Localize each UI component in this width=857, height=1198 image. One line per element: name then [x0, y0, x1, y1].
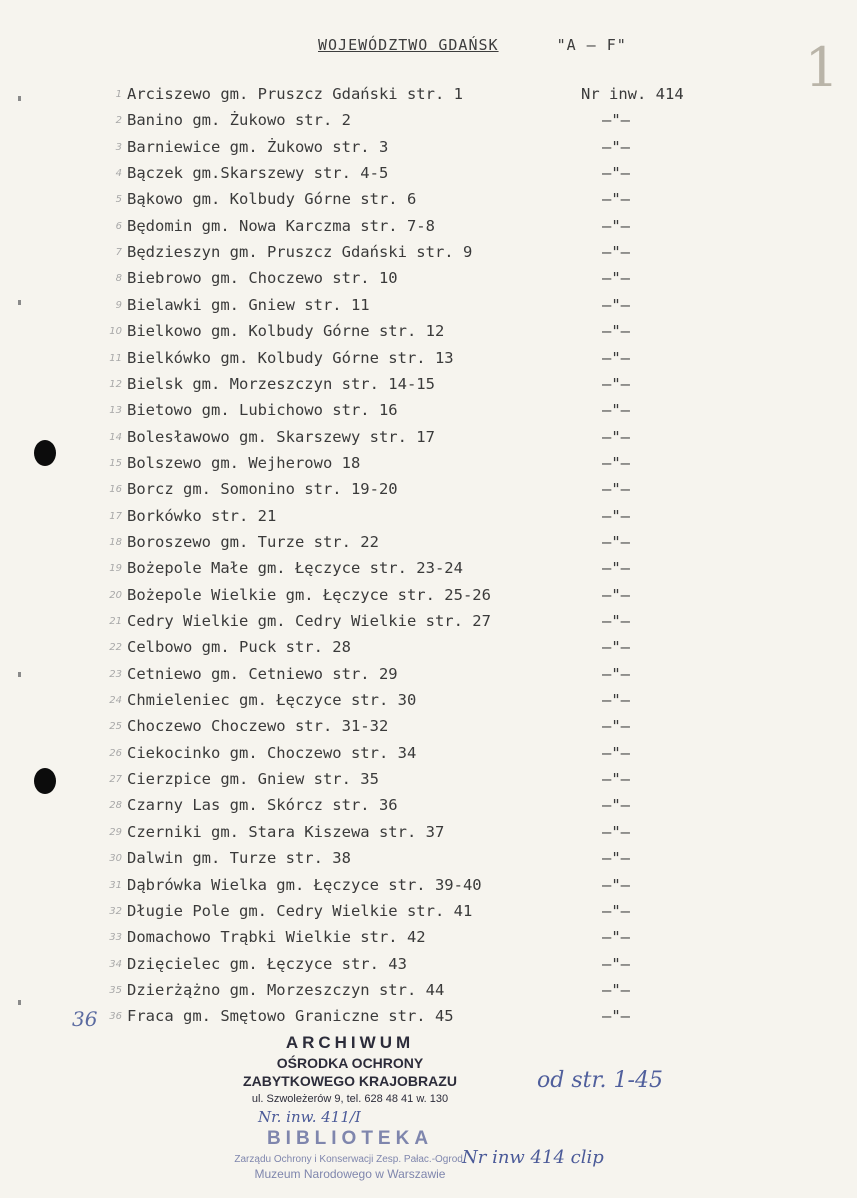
entry-text: Biebrowo gm. Choczewo str. 10 [127, 269, 398, 288]
entry-number: 20 [109, 589, 122, 601]
entry-text: Fraca gm. Smętowo Graniczne str. 45 [127, 1007, 454, 1026]
entry-text: Bietowo gm. Lubichowo str. 16 [127, 401, 398, 420]
entry-number: 13 [109, 405, 122, 417]
entry-text: Bolszewo gm. Wejherowo 18 [127, 453, 361, 472]
entry-number: 14 [109, 431, 122, 443]
entry-text: Dzięcielec gm. Łęczyce str. 43 [127, 954, 407, 973]
entry-text: Dalwin gm. Turze str. 38 [127, 849, 351, 868]
list-item [0, 638, 857, 664]
list-item [0, 401, 857, 427]
entry-number: 9 [115, 299, 122, 311]
entry-number: 23 [109, 668, 122, 680]
list-item [0, 375, 857, 401]
entry-text: Chmieleniec gm. Łęczyce str. 30 [127, 691, 417, 710]
ditto-mark: –"– [602, 559, 630, 578]
entry-text: Borkówko str. 21 [127, 506, 277, 525]
entry-text: Arciszewo gm. Pruszcz Gdański str. 1 [127, 85, 463, 103]
stamp-line-1: ARCHIWUM [285, 1033, 415, 1052]
list-item [0, 111, 857, 137]
entry-number: 27 [109, 774, 122, 786]
list-item [0, 665, 857, 691]
ditto-mark: –"– [602, 216, 630, 235]
ditto-mark: –"– [602, 295, 630, 314]
list-item [0, 717, 857, 743]
entry-number: 15 [109, 457, 122, 469]
list-item [0, 612, 857, 638]
entry-text: Czarny Las gm. Skórcz str. 36 [127, 796, 398, 815]
list-item [0, 876, 857, 902]
ditto-mark: –"– [602, 928, 630, 947]
list-item [0, 849, 857, 875]
ditto-mark: –"– [602, 638, 630, 657]
entry-text: Domachowo Trąbki Wielkie str. 42 [127, 928, 426, 947]
entry-number: 12 [109, 378, 122, 390]
ditto-mark: –"– [602, 137, 630, 156]
entry-number: 18 [109, 536, 122, 548]
ditto-mark: –"– [602, 243, 630, 262]
ditto-mark: –"– [602, 875, 630, 894]
entry-number: 22 [109, 642, 122, 654]
entry-number: 16 [109, 484, 122, 496]
ditto-mark: –"– [602, 427, 630, 446]
entry-text: Cedry Wielkie gm. Cedry Wielkie str. 27 [127, 612, 491, 630]
list-item [0, 533, 857, 559]
handwritten-range-note: od str. 1-45 [537, 1068, 663, 1093]
entry-number: 2 [115, 115, 122, 127]
ditto-mark: –"– [602, 849, 630, 868]
entry-number: 36 [109, 1011, 122, 1023]
ditto-mark: –"– [602, 980, 630, 999]
list-item [0, 770, 857, 796]
list-item [0, 586, 857, 612]
header-range: "A – F" [556, 36, 627, 54]
ditto-mark: –"– [602, 691, 630, 710]
ditto-mark: –"– [602, 901, 630, 920]
document-header [318, 36, 627, 54]
entry-text: Ciekocinko gm. Choczewo str. 34 [127, 743, 417, 762]
list-item [0, 138, 857, 164]
corner-page-mark: 1 [804, 36, 839, 99]
entry-text: Bielsk gm. Morzeszczyn str. 14-15 [127, 374, 435, 393]
list-item [0, 955, 857, 981]
ditto-mark: –"– [602, 770, 630, 789]
list-item [0, 1007, 857, 1033]
entry-number: 19 [109, 563, 122, 575]
library-stamp-line-3: Muzeum Narodowego w Warszawie [254, 1167, 446, 1181]
list-item [0, 902, 857, 928]
entry-number: 4 [115, 168, 122, 180]
entry-number: 26 [109, 747, 122, 759]
entry-text: Bielkówko gm. Kolbudy Górne str. 13 [127, 348, 454, 367]
entry-text: Boroszewo gm. Turze str. 22 [127, 532, 379, 551]
entry-number: 31 [109, 879, 122, 891]
handwritten-number: 36 [72, 1007, 98, 1032]
entry-text: Banino gm. Żukowo str. 2 [127, 111, 351, 130]
ditto-mark: –"– [602, 190, 630, 209]
entry-text: Cierzpice gm. Gniew str. 35 [127, 770, 379, 789]
ditto-mark: –"– [602, 717, 630, 736]
entry-number: 32 [109, 905, 122, 917]
ditto-mark: –"– [602, 322, 630, 341]
entry-text: Bożepole Małe gm. Łęczyce str. 23-24 [127, 559, 463, 578]
list-item [0, 744, 857, 770]
entry-text: Dąbrówka Wielka gm. Łęczyce str. 39-40 [127, 875, 482, 894]
list-item [0, 454, 857, 480]
entry-text: Bielawki gm. Gniew str. 11 [127, 295, 370, 314]
list-item [0, 981, 857, 1007]
ditto-mark: –"– [602, 401, 630, 420]
entry-number: 7 [115, 247, 122, 259]
entry-text: Bielkowo gm. Kolbudy Górne str. 12 [127, 322, 445, 341]
list-item [0, 480, 857, 506]
stamp-line-2: OŚRODKA OCHRONY [276, 1055, 424, 1071]
ditto-mark: –"– [602, 348, 630, 367]
entry-number: 29 [109, 826, 122, 838]
entry-number: 5 [115, 194, 122, 206]
list-item [0, 691, 857, 717]
entry-text: Celbowo gm. Puck str. 28 [127, 638, 351, 657]
ditto-mark: –"– [602, 480, 630, 499]
entry-number: 6 [115, 220, 122, 232]
entry-text: Cetniewo gm. Cetniewo str. 29 [127, 664, 398, 683]
entry-number: 24 [109, 695, 122, 707]
entry-number: 3 [115, 141, 122, 153]
entry-number: 10 [109, 326, 122, 338]
ditto-mark: –"– [602, 1007, 630, 1026]
entry-text: Bożepole Wielkie gm. Łęczyce str. 25-26 [127, 585, 491, 604]
list-item [0, 85, 857, 111]
list-item [0, 217, 857, 243]
ditto-mark: –"– [602, 822, 630, 841]
entry-number: 33 [109, 932, 122, 944]
ditto-mark: –"– [602, 664, 630, 683]
entry-text: Bolesławowo gm. Skarszewy str. 17 [127, 427, 435, 446]
list-item [0, 164, 857, 190]
list-item [0, 507, 857, 533]
entry-number: 21 [109, 616, 122, 627]
entry-number: 1 [115, 89, 122, 100]
list-item [0, 269, 857, 295]
inventory-number: Nr inw. 414 [581, 85, 684, 103]
entry-number: 8 [115, 273, 122, 285]
entry-text: Bąkowo gm. Kolbudy Górne str. 6 [127, 190, 417, 209]
entry-text: Długie Pole gm. Cedry Wielkie str. 41 [127, 901, 473, 920]
stamp-line-4: ul. Szwoleżerów 9, tel. 628 48 41 w. 130 [251, 1093, 449, 1105]
ditto-mark: –"– [602, 506, 630, 525]
entry-text: Będomin gm. Nowa Karczma str. 7-8 [127, 216, 435, 235]
ditto-mark: –"– [602, 453, 630, 472]
ditto-mark: –"– [602, 269, 630, 288]
ditto-mark: –"– [602, 111, 630, 130]
list-item [0, 928, 857, 954]
entry-text: Borcz gm. Somonino str. 19-20 [127, 480, 398, 499]
entry-number: 30 [109, 853, 122, 865]
stamp-line-3: ZABYTKOWEGO KRAJOBRAZU [243, 1073, 457, 1089]
entry-number: 17 [109, 510, 122, 522]
entry-text: Choczewo Choczewo str. 31-32 [127, 717, 389, 736]
list-item [0, 559, 857, 585]
archive-stamp [220, 1033, 480, 1105]
ditto-mark: –"– [602, 585, 630, 604]
list-item [0, 796, 857, 822]
ditto-mark: –"– [602, 612, 630, 630]
ditto-mark: –"– [602, 532, 630, 551]
library-stamp-line-2: Zarządu Ochrony i Konserwacji Zesp. Pałac.-Ogrod. [234, 1154, 466, 1165]
entry-text: Barniewice gm. Żukowo str. 3 [127, 137, 389, 156]
entry-number: 35 [109, 984, 122, 996]
ditto-mark: –"– [602, 954, 630, 973]
handwritten-inventory-note: Nr. inw. 411/I [258, 1108, 361, 1126]
header-title: WOJEWÓDZTWO GDAŃSK [318, 36, 499, 54]
ditto-mark: –"– [602, 796, 630, 815]
handwritten-inventory-note-2: Nr inw 414 clip [462, 1147, 604, 1168]
entry-number: 25 [109, 721, 122, 733]
entry-number: 28 [109, 800, 122, 812]
ditto-mark: –"– [602, 743, 630, 762]
entry-text: Bączek gm.Skarszewy str. 4-5 [127, 164, 389, 183]
entry-number: 34 [109, 958, 122, 970]
library-stamp [220, 1128, 480, 1181]
list-item [0, 243, 857, 269]
entry-text: Czerniki gm. Stara Kiszewa str. 37 [127, 822, 445, 841]
list-item [0, 823, 857, 849]
entry-number: 11 [109, 352, 122, 364]
list-item [0, 428, 857, 454]
list-item [0, 296, 857, 322]
list-item [0, 322, 857, 348]
entry-text: Dzierżążno gm. Morzeszczyn str. 44 [127, 980, 445, 999]
ditto-mark: –"– [602, 374, 630, 393]
library-stamp-line-1: BIBLIOTEKA [266, 1128, 434, 1149]
list-item [0, 349, 857, 375]
list-item [0, 190, 857, 216]
ditto-mark: –"– [602, 164, 630, 183]
entry-text: Będzieszyn gm. Pruszcz Gdański str. 9 [127, 243, 473, 262]
